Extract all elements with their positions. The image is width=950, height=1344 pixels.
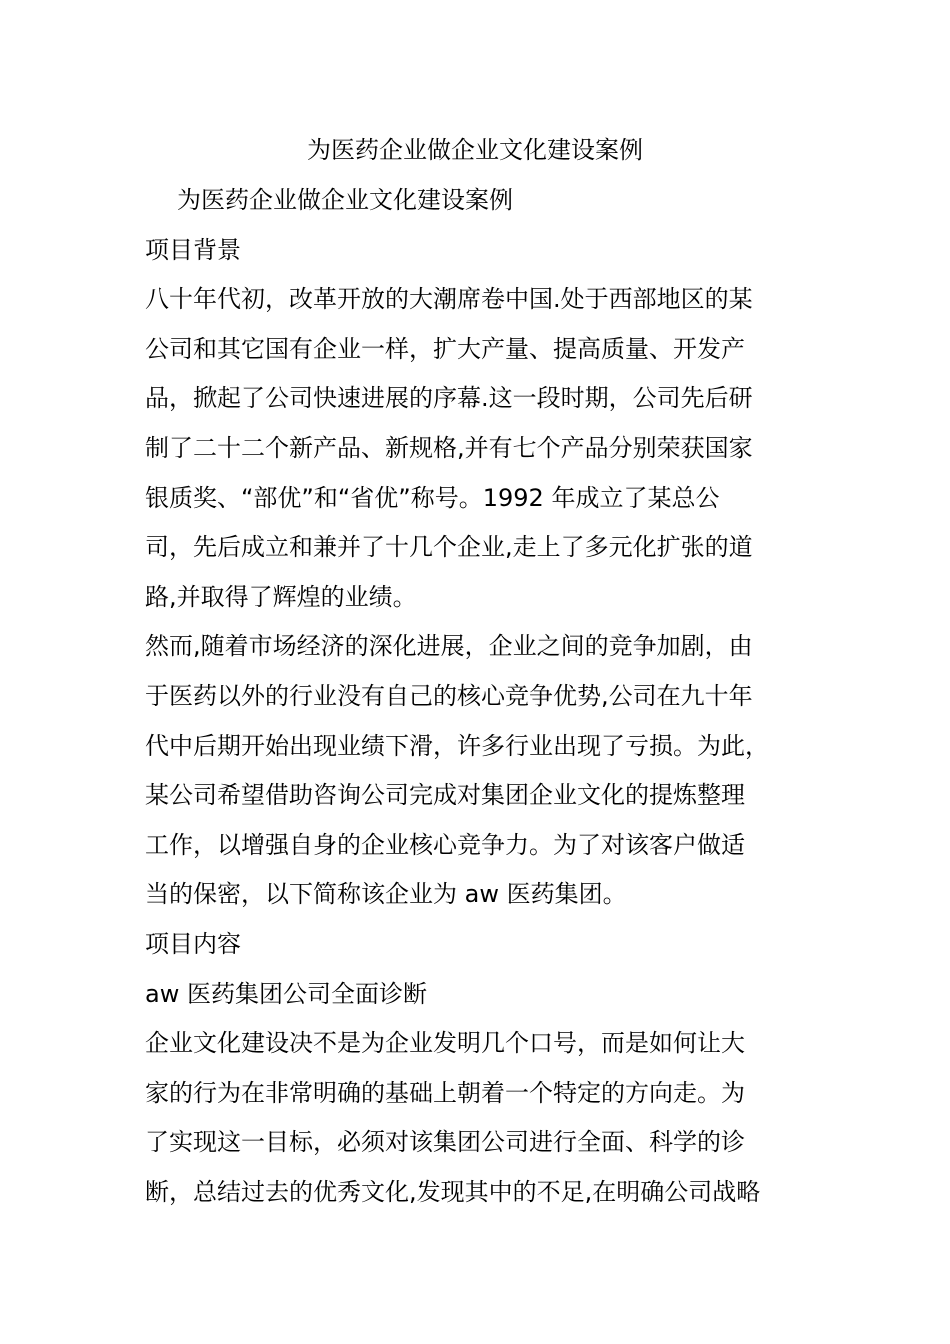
body-line: 路,并取得了辉煌的业绩。 [145,582,417,611]
body-line: 代中后期开始出现业绩下滑，许多行业出现了亏损。为此， [145,731,769,760]
body-line: 企业文化建设决不是为企业发明几个口号，而是如何让大 [145,1029,745,1058]
body-line: 断，总结过去的优秀文化,发现其中的不足,在明确公司战略 [145,1177,761,1206]
body-line: 司，先后成立和兼并了十几个企业,走上了多元化扩张的道 [145,533,753,562]
body-line: 当的保密，以下简称该企业为 aw 医药集团。 [145,880,627,909]
body-line: 制了二十二个新产品、新规格,并有七个产品分别荣获国家 [145,433,753,462]
body-line: 品，掀起了公司快速进展的序幕.这一段时期，公司先后研 [145,384,753,413]
section-heading-content: 项目内容 [145,929,241,958]
subtitle-line: 为医药企业做企业文化建设案例 [177,186,513,214]
body-line: 于医药以外的行业没有自己的核心竞争优势,公司在九十年 [145,681,753,710]
body-line: 然而,随着市场经济的深化进展，企业之间的竞争加剧，由 [145,632,753,661]
subsection-heading: aw 医药集团公司全面诊断 [145,979,427,1008]
body-line: 银质奖、“部优”和“省优”称号。1992 年成立了某总公 [145,483,720,512]
body-line: 公司和其它国有企业一样，扩大产量、提高质量、开发产 [145,334,745,363]
document-body [145,176,825,1217]
section-heading-background: 项目背景 [145,235,241,264]
body-line: 工作，以增强自身的企业核心竞争力。为了对该客户做适 [145,830,745,859]
page-title: 为医药企业做企业文化建设案例 [307,136,643,164]
body-line: 八十年代初，改革开放的大潮席卷中国.处于西部地区的某 [145,285,753,314]
body-line: 家的行为在非常明确的基础上朝着一个特定的方向走。为 [145,1078,745,1107]
body-line: 某公司希望借助咨询公司完成对集团企业文化的提炼整理 [145,781,745,810]
body-line: 了实现这一目标，必须对该集团公司进行全面、科学的诊 [145,1128,745,1157]
